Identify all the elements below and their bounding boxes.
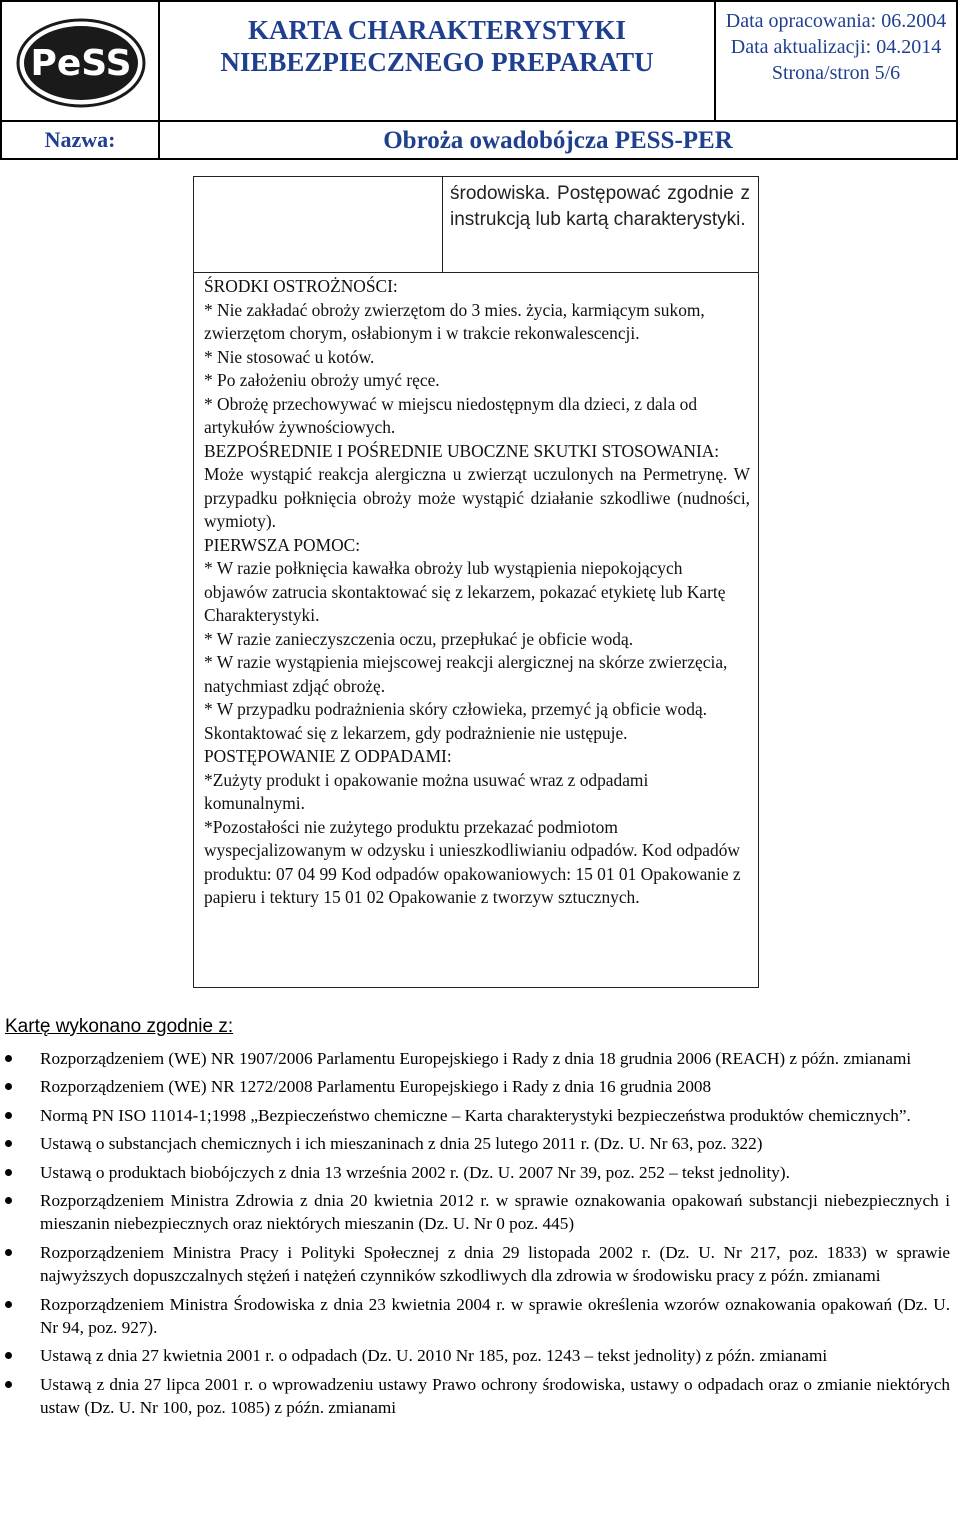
- box-paragraph: * W razie połknięcia kawałka obroży lub wystąpienia niepokojących objawów zatrucia skontaktować się z lekarzem, pokazać etykietę lub Kartę Charakterystyki.: [204, 558, 726, 625]
- list-item-text: Normą PN ISO 11014-1;1998 „Bezpieczeństwo chemiczne – Karta charakterystyki bezpieczeństwa produktów chemicznych”.: [40, 1105, 911, 1125]
- page-number: Strona/stron 5/6: [771, 62, 901, 84]
- box-paragraph: * W razie zanieczyszczenia oczu, przepłukać je obficie wodą.: [204, 628, 634, 649]
- box-paragraph: * W przypadku podrażnienia skóry człowieka, przemyć ją obficie wodą. Skontaktować się z lekarzem, gdy podrażnienie nie ustępuje.: [204, 699, 708, 743]
- title-line-2: NIEBEZPIECZNEGO PREPARATU: [220, 47, 654, 77]
- box-paragraph: * W razie wystąpienia miejscowej reakcji alergicznej na skórze zwierzęcia, natychmiast zdjąć obrożę.: [204, 652, 728, 696]
- section-heading-first-aid: PIERWSZA POMOC:: [204, 534, 361, 555]
- box-top-right-text: środowiska. Postępować zgodnie z instrukcją lub kartą charakterystyki.: [450, 183, 750, 230]
- box-column-divider: [442, 177, 443, 272]
- box-paragraph: * Obrożę przechowywać w miejscu niedostępnym dla dzieci, z dala od artykułów żywnościowych.: [204, 393, 698, 437]
- list-item-text: Rozporządzeniem (WE) NR 1907/2006 Parlamentu Europejskiego i Rady z dnia 18 grudnia 2006 (REACH) z późn. zmianami: [40, 1049, 912, 1068]
- box-paragraph: *Zużyty produkt i opakowanie można usuwać wraz z odpadami komunalnymi.: [204, 769, 649, 813]
- regulations-list: [0, 1047, 950, 1425]
- list-item-text: Ustawą o produktach biobójczych z dnia 13 września 2002 r. (Dz. U. 2007 Nr 39, poz. 252 – tekst jednolity).: [40, 1162, 790, 1182]
- date-updated: Data aktualizacji: 04.2014: [730, 36, 942, 58]
- product-name-row: [2, 120, 956, 158]
- list-item: [0, 1161, 950, 1184]
- bullet-icon: [5, 1381, 12, 1388]
- title-line-1: KARTA CHARAKTERYSTYKI: [248, 15, 626, 45]
- list-item: [0, 1132, 950, 1155]
- list-item: [0, 1189, 950, 1236]
- list-item: [0, 1344, 950, 1367]
- bullet-icon: [5, 1140, 12, 1147]
- list-item-text: Ustawą z dnia 27 lipca 2001 r. o wprowadzeniu ustawy Prawo ochrony środowiska, ustawy o odpadach oraz o zmianie niektórych ustaw (Dz. U. Nr 100, poz. 1085) z późn. zmianami: [40, 1374, 950, 1418]
- logo-text: PeSS: [30, 43, 132, 84]
- compliance-title: Kartę wykonano zgodnie z:: [5, 1016, 234, 1037]
- section-heading-precautions: ŚRODKI OSTROŻNOŚCI:: [204, 276, 398, 296]
- name-label: Nazwa:: [2, 122, 160, 158]
- list-item: [0, 1075, 950, 1098]
- box-paragraph: *Pozostałości nie zużytego produktu przekazać podmiotom wyspecjalizowanym w odzysku i unieszkodliwianiu odpadów. Kod odpadów produktu: 07 04 99 Kod odpadów opakowaniowych: 15 01 01 Opakowanie z papieru i tektury 15 01 02 Opakowanie z tworzyw sztucznych.: [204, 816, 741, 907]
- bullet-icon: [5, 1055, 12, 1062]
- box-paragraph: * Nie zakładać obroży zwierzętom do 3 mies. życia, karmiącym sukom, zwierzętom chorym, osłabionym i w trakcie rekonwalescencji.: [204, 299, 705, 343]
- list-item: [0, 1373, 950, 1420]
- list-item-text: Ustawą o substancjach chemicznych i ich mieszaninach z dnia 25 lutego 2011 r. (Dz. U. Nr 63, poz. 322): [40, 1134, 763, 1154]
- bullet-icon: [5, 1083, 12, 1090]
- box-body: [204, 275, 750, 910]
- list-item-text: Rozporządzeniem (WE) NR 1272/2008 Parlamentu Europejskiego i Rady z dnia 16 grudnia 2008: [40, 1077, 712, 1097]
- list-item: [0, 1047, 950, 1070]
- bullet-icon: [5, 1197, 12, 1204]
- list-item-text: Rozporządzeniem Ministra Pracy i Polityki Społecznej z dnia 29 listopada 2002 r. (Dz. U. Nr 217, poz. 1833) w sprawie najwyższych dopuszczalnych stężeń i natężeń czynników szkodliwych dla zdrowia w środowisku pracy z późn. zmianami: [40, 1242, 950, 1286]
- list-item: [0, 1104, 950, 1127]
- document-dates: [716, 2, 956, 126]
- date-prepared: Data opracowania: 06.2004: [725, 10, 947, 32]
- list-item-text: Ustawą z dnia 27 kwietnia 2001 r. o odpadach (Dz. U. 2010 Nr 185, poz. 1243 – tekst jednolity) z późn. zmianami: [40, 1346, 828, 1366]
- box-paragraph: * Po założeniu obroży umyć ręce.: [204, 370, 440, 390]
- bullet-icon: [5, 1352, 12, 1359]
- section-heading-waste: POSTĘPOWANIE Z ODPADAMI:: [204, 746, 452, 766]
- logo-cell: [2, 2, 160, 120]
- product-name: Obroża owadobójcza PESS-PER: [383, 127, 733, 154]
- bullet-icon: [5, 1169, 12, 1176]
- box-top-row: [194, 177, 758, 273]
- list-item-text: Rozporządzeniem Ministra Środowiska z dnia 23 kwietnia 2004 r. w sprawie określenia wzorów oznakowania opakowań (Dz. U. Nr 94, poz. 927).: [40, 1294, 950, 1338]
- section-heading-side-effects: BEZPOŚREDNIE I POŚREDNIE UBOCZNE SKUTKI STOSOWANIA:: [204, 440, 720, 461]
- label-text-box: [193, 176, 759, 988]
- bullet-icon: [5, 1301, 12, 1308]
- list-item: [0, 1241, 950, 1288]
- pess-logo: [16, 18, 146, 108]
- list-item-text: Rozporządzeniem Ministra Zdrowia z dnia 20 kwietnia 2012 r. w sprawie oznakowania opakowań substancji niebezpiecznych i mieszanin niebezpiecznych oraz niektórych mieszanin (Dz. U. Nr 0 poz. 445): [40, 1191, 950, 1234]
- box-paragraph: * Nie stosować u kotów.: [204, 346, 375, 367]
- bullet-icon: [5, 1112, 12, 1119]
- bullet-icon: [5, 1249, 12, 1256]
- box-paragraph: Może wystąpić reakcja alergiczna u zwierząt uczulonych na Permetrynę. W przypadku połknięcia obroży może wystąpić działanie szkodliwe (nudności, wymioty).: [204, 464, 750, 531]
- document-title: [160, 2, 716, 120]
- document-header: [0, 0, 958, 160]
- list-item: [0, 1293, 950, 1340]
